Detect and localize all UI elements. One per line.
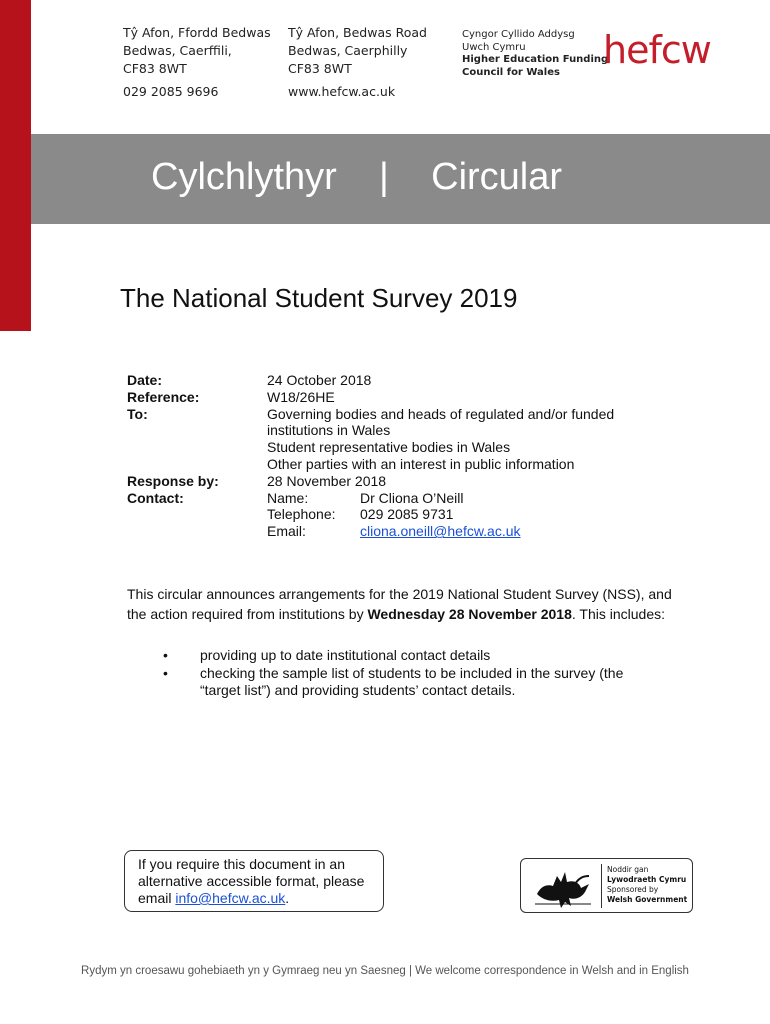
sponsor-line: Noddir gan — [607, 865, 649, 874]
recipient: Student representative bodies in Wales — [267, 439, 511, 456]
address-line: Bedwas, Caerffili, — [123, 43, 232, 58]
org-name-welsh-line: Cyngor Cyllido Addysg — [462, 29, 575, 40]
phone-number: 029 2085 9696 — [123, 84, 219, 99]
contact-email-row — [267, 523, 667, 540]
bullet-icon: • — [163, 647, 168, 663]
address-line: Tŷ Afon, Ffordd Bedwas — [123, 25, 271, 40]
address-line: Bedwas, Caerphilly — [288, 43, 408, 58]
intro-paragraph — [127, 585, 672, 624]
page-title: The National Student Survey 2019 — [120, 283, 518, 313]
accessibility-text: If you require this document in an alternative accessible format, please email — [138, 856, 365, 906]
contact-phone-key: Telephone: — [267, 506, 336, 523]
date-label: Date: — [127, 372, 163, 388]
reference-value: W18/26HE — [267, 388, 335, 405]
address-line: CF83 8WT — [123, 61, 187, 76]
bullet-icon: • — [163, 664, 168, 681]
org-name-welsh-line: Uwch Cymru — [462, 41, 526, 53]
recipient: Other parties with an interest in public information — [267, 455, 575, 472]
address-line: CF83 8WT — [288, 61, 352, 76]
address-line: Tŷ Afon, Bedwas Road — [288, 25, 427, 40]
sponsor-text — [607, 865, 687, 905]
address-welsh — [123, 24, 271, 78]
badge-divider — [601, 864, 602, 908]
intro-text-end: . This includes: — [571, 605, 665, 622]
meta-row-response — [127, 473, 667, 490]
sponsor-line: Lywodraeth Cymru — [607, 875, 687, 884]
contact-details — [267, 490, 667, 540]
reference-label: Reference: — [127, 388, 200, 405]
meta-row-to — [127, 406, 667, 473]
meta-row-date — [127, 372, 667, 389]
to-label: To: — [127, 405, 148, 422]
recipient: Governing bodies and heads of regulated and/or funded institutions in Wales — [267, 405, 615, 439]
contact-email-key: Email: — [267, 523, 306, 540]
contact-name-row — [267, 490, 667, 507]
page-footer: Rydym yn croesawu gohebiaeth yn y Gymraeg neu yn Saesneg | We welcome correspondence in Welsh and in English — [81, 965, 689, 977]
sponsor-line: Sponsored by — [607, 885, 659, 894]
list-item — [127, 647, 672, 665]
hefcw-logo: hefcw — [603, 28, 711, 72]
contact-email-link[interactable]: cliona.oneill@hefcw.ac.uk — [360, 523, 521, 540]
response-value: 28 November 2018 — [267, 472, 387, 489]
org-name — [462, 29, 608, 79]
response-label: Response by: — [127, 472, 219, 489]
sponsor-line: Welsh Government — [607, 895, 688, 904]
meta-row-contact — [127, 490, 667, 540]
welsh-government-sponsor-badge — [520, 858, 693, 913]
org-name-english-line: Higher Education Funding — [462, 54, 609, 65]
welsh-dragon-icon — [531, 864, 595, 910]
contact-label: Contact: — [127, 489, 184, 506]
action-list — [127, 647, 672, 700]
org-name-english-line: Council for Wales — [462, 66, 560, 78]
list-item-text: providing up to date institutional contact details — [200, 647, 491, 663]
accessibility-notice — [124, 850, 384, 912]
contact-name-key: Name: — [267, 489, 309, 506]
side-accent-bar — [0, 0, 31, 331]
website-link[interactable]: www.hefcw.ac.uk — [288, 84, 396, 99]
circular-metadata — [127, 372, 667, 540]
circular-banner — [31, 134, 770, 224]
intro-text: This circular announces arrangements for the 2019 National Student Survey (NSS), and the action required from institutions by — [127, 586, 672, 622]
meta-row-reference — [127, 389, 667, 406]
list-item-text: checking the sample list of students to be included in the survey (the “target list”) and providing students’ contact details. — [200, 664, 624, 698]
address-english — [288, 24, 427, 78]
list-item — [127, 665, 672, 700]
accessibility-text-end: . — [285, 890, 290, 906]
contact-name: Dr Cliona O’Neill — [360, 489, 464, 506]
date-value: 24 October 2018 — [267, 372, 372, 388]
intro-deadline: Wednesday 28 November 2018 — [367, 605, 572, 622]
banner-title: Cylchlythyr | Circular — [151, 156, 563, 198]
contact-phone: 029 2085 9731 — [360, 506, 454, 523]
accessibility-email-link[interactable]: info@hefcw.ac.uk — [175, 890, 286, 906]
to-values — [267, 406, 667, 473]
contact-phone-row — [267, 506, 667, 523]
